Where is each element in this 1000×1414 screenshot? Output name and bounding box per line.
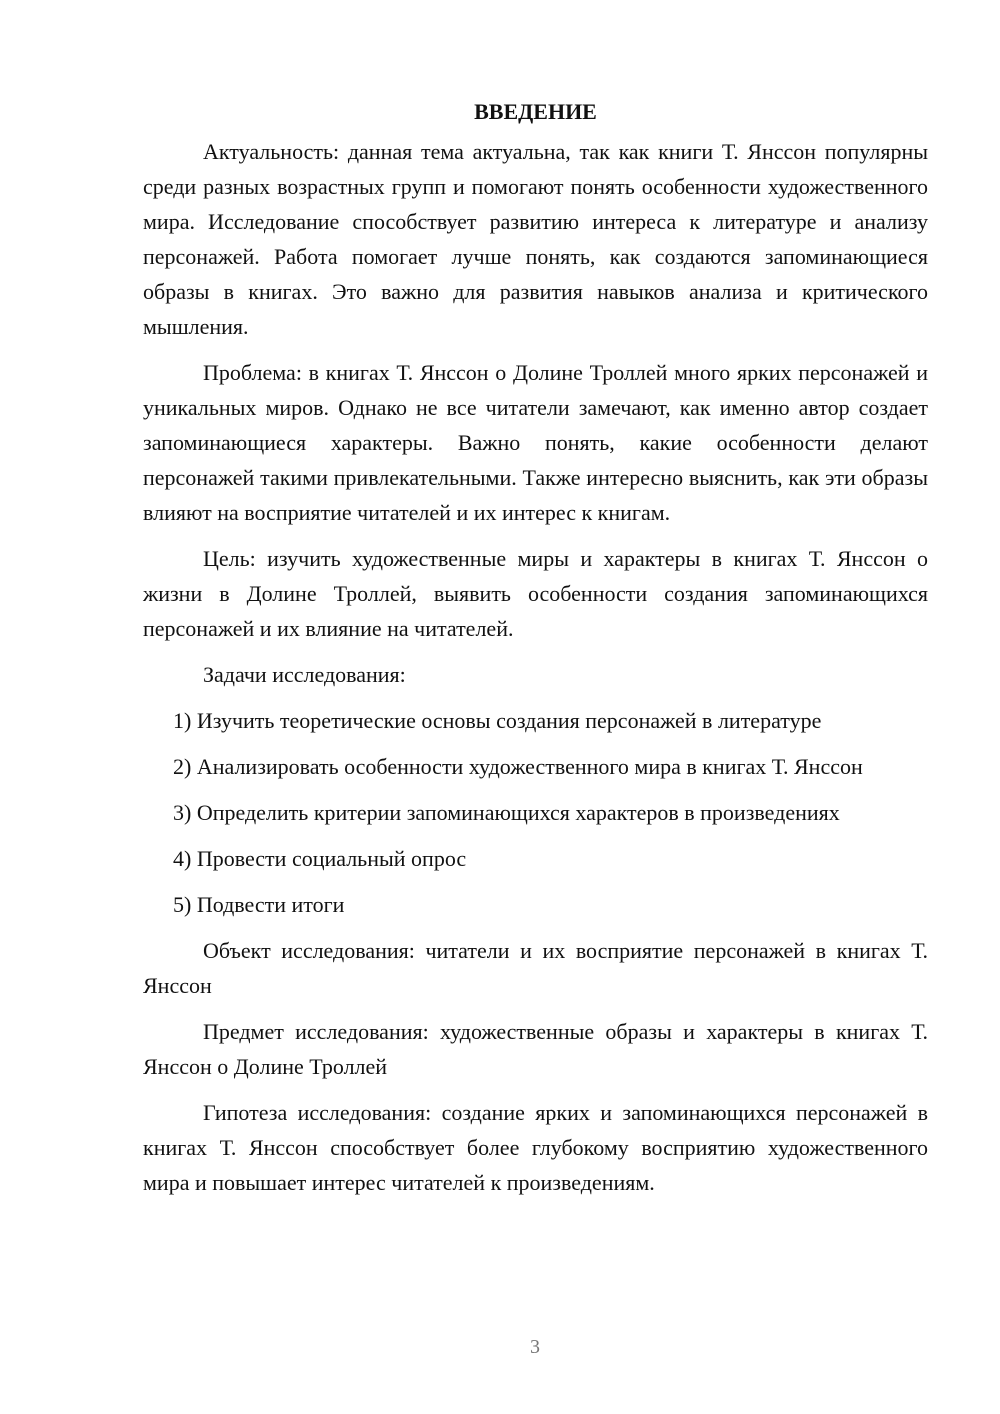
section-heading: ВВЕДЕНИЕ xyxy=(474,99,597,124)
paragraph-subject: Предмет исследования: художественные образы и характеры в книгах Т. Янссон о Долине Троллей xyxy=(143,1019,928,1079)
paragraph-hypothesis: Гипотеза исследования: создание ярких и запоминающихся персонажей в книгах Т. Янссон способствует более глубокому восприятию художественного мира и повышает интерес читателей к произведениям. xyxy=(143,1100,928,1195)
paragraph-relevance: Актуальность: данная тема актуальна, так как книги Т. Янссон популярны среди разных возрастных групп и помогают понять особенности художественного мира. Исследование способствует развитию интереса к литературе и анализу персонажей. Работа помогает лучше понять, как создаются запоминающиеся образы в книгах. Это важно для развития навыков анализа и критического мышления. xyxy=(143,139,928,339)
task-item-2: 2) Анализировать особенности художественного мира в книгах Т. Янссон xyxy=(173,754,863,779)
task-item-5: 5) Подвести итоги xyxy=(173,892,345,917)
paragraph-object: Объект исследования: читатели и их восприятие персонажей в книгах Т. Янссон xyxy=(143,938,928,998)
page-number xyxy=(0,1332,1000,1362)
paragraph-goal: Цель: изучить художественные миры и характеры в книгах Т. Янссон о жизни в Долине Троллей, выявить особенности создания запоминающихся персонажей и их влияние на читателей. xyxy=(143,546,928,641)
paragraph-problem: Проблема: в книгах Т. Янссон о Долине Троллей много ярких персонажей и уникальных миров. Однако не все читатели замечают, как именно автор создает запоминающиеся характеры. Важно понять, какие особенности делают персонажей такими привлекательными. Также интересно выяснить, как эти образы влияют на восприятие читателей и их интерес к книгам. xyxy=(143,360,928,525)
page-number-text: 3 xyxy=(530,1336,540,1358)
paragraph-tasks-heading: Задачи исследования: xyxy=(203,662,406,687)
task-item-1: 1) Изучить теоретические основы создания персонажей в литературе xyxy=(173,708,822,733)
task-item-4: 4) Провести социальный опрос xyxy=(173,846,467,871)
task-item-3: 3) Определить критерии запоминающихся характеров в произведениях xyxy=(173,800,840,825)
